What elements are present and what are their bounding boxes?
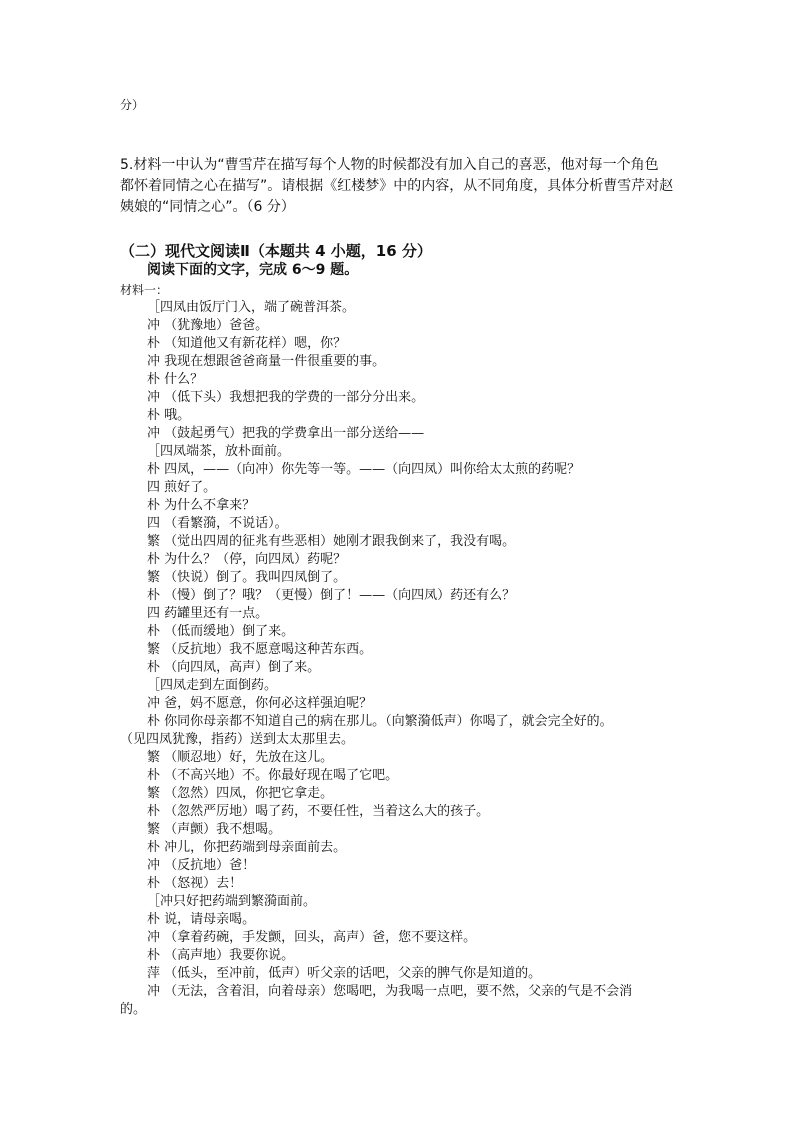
question-fragment: 分） (120, 98, 145, 112)
script-line: 朴 （不高兴地）不。你最好现在喝了它吧。 (147, 768, 399, 783)
script-line: 四 药罐里还有一点。 (147, 606, 269, 621)
script-line: 繁 （声颤）我不想喝。 (147, 822, 282, 837)
script-line: 朴 为什么？（停，向四凤）药呢？ (147, 552, 347, 567)
script-line: ［四凤走到左面倒药。 (147, 678, 278, 693)
script-line: 朴 （低而缓地）倒了来。 (147, 624, 295, 639)
script-line: 朴 （慢）倒了？哦？（更慢）倒了！——（向四凤）药还有么？ (147, 588, 516, 603)
script-line: 朴 说，请母亲喝。 (147, 912, 256, 927)
script-line: 繁 （忽然）四凤，你把它拿走。 (147, 786, 334, 801)
script-line: （见四凤犹豫，指药）送到太太那里去。 (120, 732, 355, 747)
script-line: 朴 什么？ (147, 372, 204, 387)
script-line: 朴 冲儿，你把药端到母亲面前去。 (147, 840, 347, 855)
script-line: 冲 （犹豫地）爸爸。 (147, 318, 269, 333)
script-line: 冲 （低下头）我想把我的学费的一部分分出来。 (147, 390, 425, 405)
script-line: 四 （看繁漪，不说话）。 (147, 516, 288, 531)
reading-instruction: 阅读下面的文字，完成 6～9 题。 (147, 262, 359, 278)
script-line: 四 煎好了。 (147, 480, 217, 495)
script-line: 朴 （高声地）我要你说。 (147, 948, 295, 963)
material-label: 材料一： (120, 283, 169, 297)
script-line: 冲 （反抗地）爸！ (147, 858, 256, 873)
script-line: 冲 （鼓起勇气）把我的学费拿出一部分送给—— (147, 426, 425, 441)
script-line: 朴 （向四凤，高声）倒了来。 (147, 660, 321, 675)
script-line: 繁 （觉出四周的征兆有些恶相）她刚才跟我倒来了，我没有喝。 (147, 534, 516, 549)
script-line: 冲 （拿着药碗，手发颤，回头，高声）爸，您不要这样。 (147, 930, 477, 945)
question-5-line-3: 姨娘的“同情之心”。（6 分） (120, 199, 295, 215)
script-line: 冲 （无法，含着泪，向着母亲）您喝吧，为我喝一点吧，要不然，父亲的气是不会消 (147, 984, 633, 999)
script-line: 朴 哦。 (147, 408, 191, 423)
question-5-line-2: 都怀着同情之心在描写”。请根据《红楼梦》中的内容，从不同角度，具体分析曹雪芹对赵 (120, 178, 674, 194)
script-line: 繁 （快说）倒了。我叫四凤倒了。 (147, 570, 347, 585)
script-line: 繁 （反抗地）我不愿意喝这种苦东西。 (147, 642, 373, 657)
script-line: 朴 你同你母亲都不知道自己的病在那儿。（向繁漪低声）你喝了，就会完全好的。 (147, 714, 613, 729)
section-title: （二）现代文阅读Ⅱ（本题共 4 小题，16 分） (120, 242, 432, 260)
script-line: ［冲只好把药端到繁漪面前。 (147, 894, 317, 909)
script-line: 繁 （顺忍地）好，先放在这儿。 (147, 750, 334, 765)
script-line: 朴 （知道他又有新花样）嗯，你？ (147, 336, 347, 351)
script-line: 朴 （忽然严厉地）喝了药，不要任性，当着这么大的孩子。 (147, 804, 490, 819)
question-5-line-1: 5.材料一中认为“曹雪芹在描写每个人物的时候都没有加入自己的喜恶，他对每一个角色 (120, 157, 659, 173)
script-line: 冲 爸，妈不愿意，你何必这样强迫呢？ (147, 696, 373, 711)
script-line: ［四凤由饭厅门入，端了碗普洱茶。 (147, 300, 356, 315)
script-line: 朴 （怒视）去！ (147, 876, 243, 891)
script-line: 朴 四凤，——（向冲）你先等一等。——（向四凤）叫你给太太煎的药呢？ (147, 462, 581, 477)
script-line: ［四凤端茶，放朴面前。 (147, 444, 291, 459)
script-line: 冲 我现在想跟爸爸商量一件很重要的事。 (147, 354, 386, 369)
script-line: 萍 （低头，至冲前，低声）听父亲的话吧，父亲的脾气你是知道的。 (147, 966, 542, 981)
script-line: 的。 (120, 1002, 147, 1017)
script-line: 朴 为什么不拿来？ (147, 498, 256, 513)
